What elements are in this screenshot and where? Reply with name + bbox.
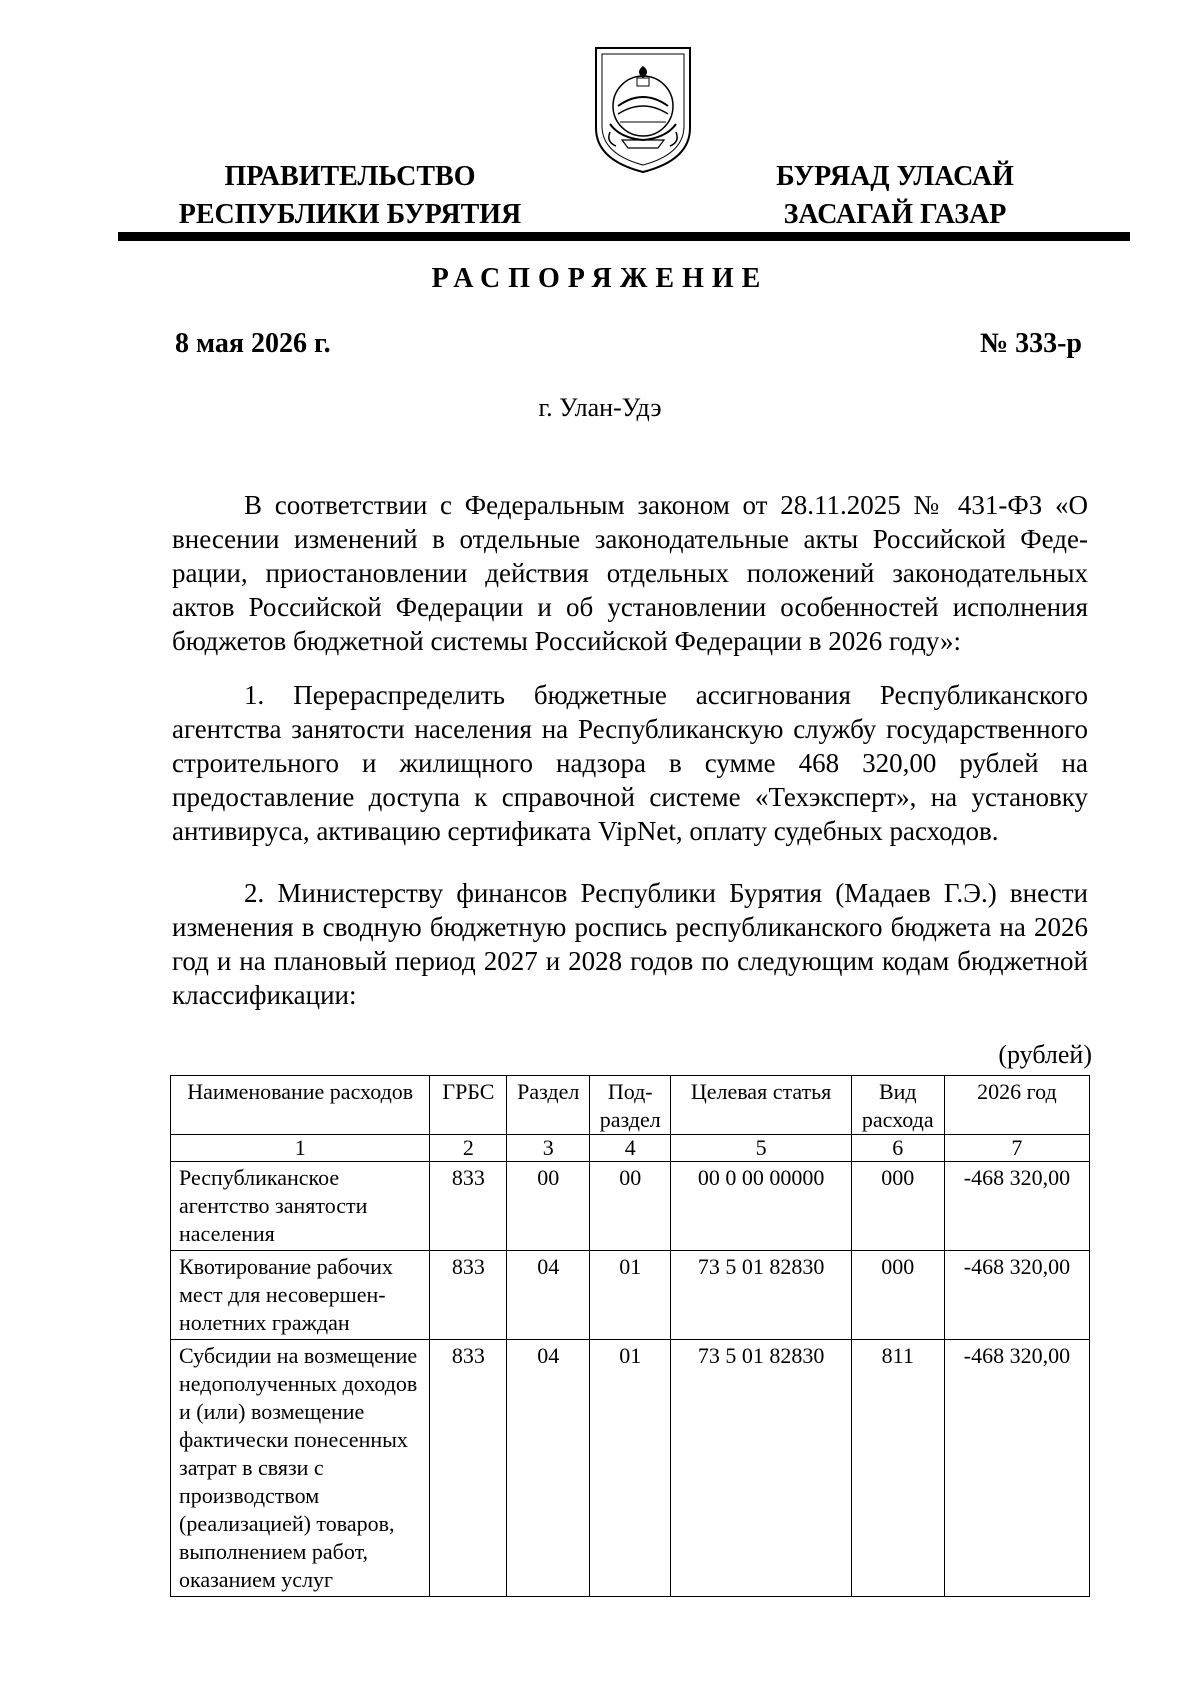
row-podrazdel: 01 xyxy=(590,1251,671,1340)
clause-2-paragraph: 2. Министерству финансов Республики Бурятия (Мадаев Г.Э.) внести изменения в сводную бюджетную роспись республиканского бюджета на 2026 год и на плановый период 2027 и 2028 годов по следующим кодам бюджетной классификации: xyxy=(172,878,1088,1010)
table-row xyxy=(171,1340,1090,1597)
col-number: 4 xyxy=(590,1135,671,1162)
government-name-buryat xyxy=(745,158,1045,234)
row-amount: -468 320,00 xyxy=(944,1340,1089,1597)
header-left-line1: ПРАВИТЕЛЬСТВО xyxy=(224,161,476,192)
row-name: Субсидии на возмещение недополученных доходов и (или) возмещение фактически понесенных затрат в связи с производством (реализацией) товаров, выполнением работ, оказанием услуг xyxy=(171,1340,430,1597)
col-number: 6 xyxy=(851,1135,944,1162)
document-type: РАСПОРЯЖЕНИЕ xyxy=(431,263,769,294)
document-number: № 333-р xyxy=(979,328,1082,359)
clause-1-paragraph: 1. Перераспределить бюджетные ассигнования Республиканского агентства занятости населения на Республиканскую службу государственного строительного и жилищного надзора в сумме 468 320,00 рублей на предоставление доступа к справочной системе «Техэксперт», на установку антивируса, активацию сертификата VipNet, оплату судебных расходов. xyxy=(172,680,1088,846)
table-unit-label: (рублей) xyxy=(998,1040,1092,1069)
col-header-vid: Вид расхода xyxy=(851,1076,944,1135)
row-grbs: 833 xyxy=(430,1340,507,1597)
row-celevaya: 73 5 01 82830 xyxy=(671,1340,851,1597)
col-number: 3 xyxy=(507,1135,590,1162)
col-number: 5 xyxy=(671,1135,851,1162)
col-header-razdel: Раздел xyxy=(507,1076,590,1135)
row-razdel: 04 xyxy=(507,1251,590,1340)
col-number: 2 xyxy=(430,1135,507,1162)
row-celevaya: 00 0 00 00000 xyxy=(671,1162,851,1251)
header-right-line1: БУРЯАД УЛАСАЙ xyxy=(776,161,1014,192)
row-vid: 000 xyxy=(851,1162,944,1251)
coat-of-arms-icon xyxy=(588,44,698,176)
header-left-line2: РЕСПУБЛИКИ БУРЯТИЯ xyxy=(178,199,522,230)
row-amount: -468 320,00 xyxy=(944,1251,1089,1340)
header-right-line2: ЗАСАГАЙ ГАЗАР xyxy=(783,199,1007,230)
col-number: 7 xyxy=(944,1135,1089,1162)
row-name: Квотирование рабочих мест для несовершеннолетних граждан xyxy=(171,1251,430,1340)
row-name: Республиканское агентство занятости населения xyxy=(171,1162,430,1251)
row-amount: -468 320,00 xyxy=(944,1162,1089,1251)
government-name-russian xyxy=(160,158,540,234)
row-razdel: 00 xyxy=(507,1162,590,1251)
row-podrazdel: 00 xyxy=(590,1162,671,1251)
table-row xyxy=(171,1162,1090,1251)
row-podrazdel: 01 xyxy=(590,1340,671,1597)
col-header-podrazdel: Под-раздел xyxy=(590,1076,671,1135)
row-grbs: 833 xyxy=(430,1251,507,1340)
col-header-name: Наименование расходов xyxy=(171,1076,430,1135)
budget-classification-table xyxy=(170,1075,1090,1597)
preamble-paragraph: В соответствии с Федеральным законом от 28.11.2025 № 431-ФЗ «О внесении изменений в отдельные законодательные акты Российской Федерации, приостановлении действия отдельных положений законодательных актов Российской Федерации и об установлении особенностей исполнения бюджетов бюджетной системы Российской Федерации в 2026 году»: xyxy=(172,490,1088,656)
column-number-row xyxy=(171,1135,1090,1162)
row-razdel: 04 xyxy=(507,1340,590,1597)
header-divider xyxy=(118,232,1130,241)
row-vid: 000 xyxy=(851,1251,944,1340)
col-header-grbs: ГРБС xyxy=(430,1076,507,1135)
document-city: г. Улан-Удэ xyxy=(538,393,662,422)
row-grbs: 833 xyxy=(430,1162,507,1251)
document-date: 8 мая 2026 г. xyxy=(175,328,331,359)
col-number: 1 xyxy=(171,1135,430,1162)
table-row xyxy=(171,1251,1090,1340)
table-header-row xyxy=(171,1076,1090,1135)
col-header-celevaya: Целевая статья xyxy=(671,1076,851,1135)
col-header-year: 2026 год xyxy=(944,1076,1089,1135)
row-celevaya: 73 5 01 82830 xyxy=(671,1251,851,1340)
row-vid: 811 xyxy=(851,1340,944,1597)
